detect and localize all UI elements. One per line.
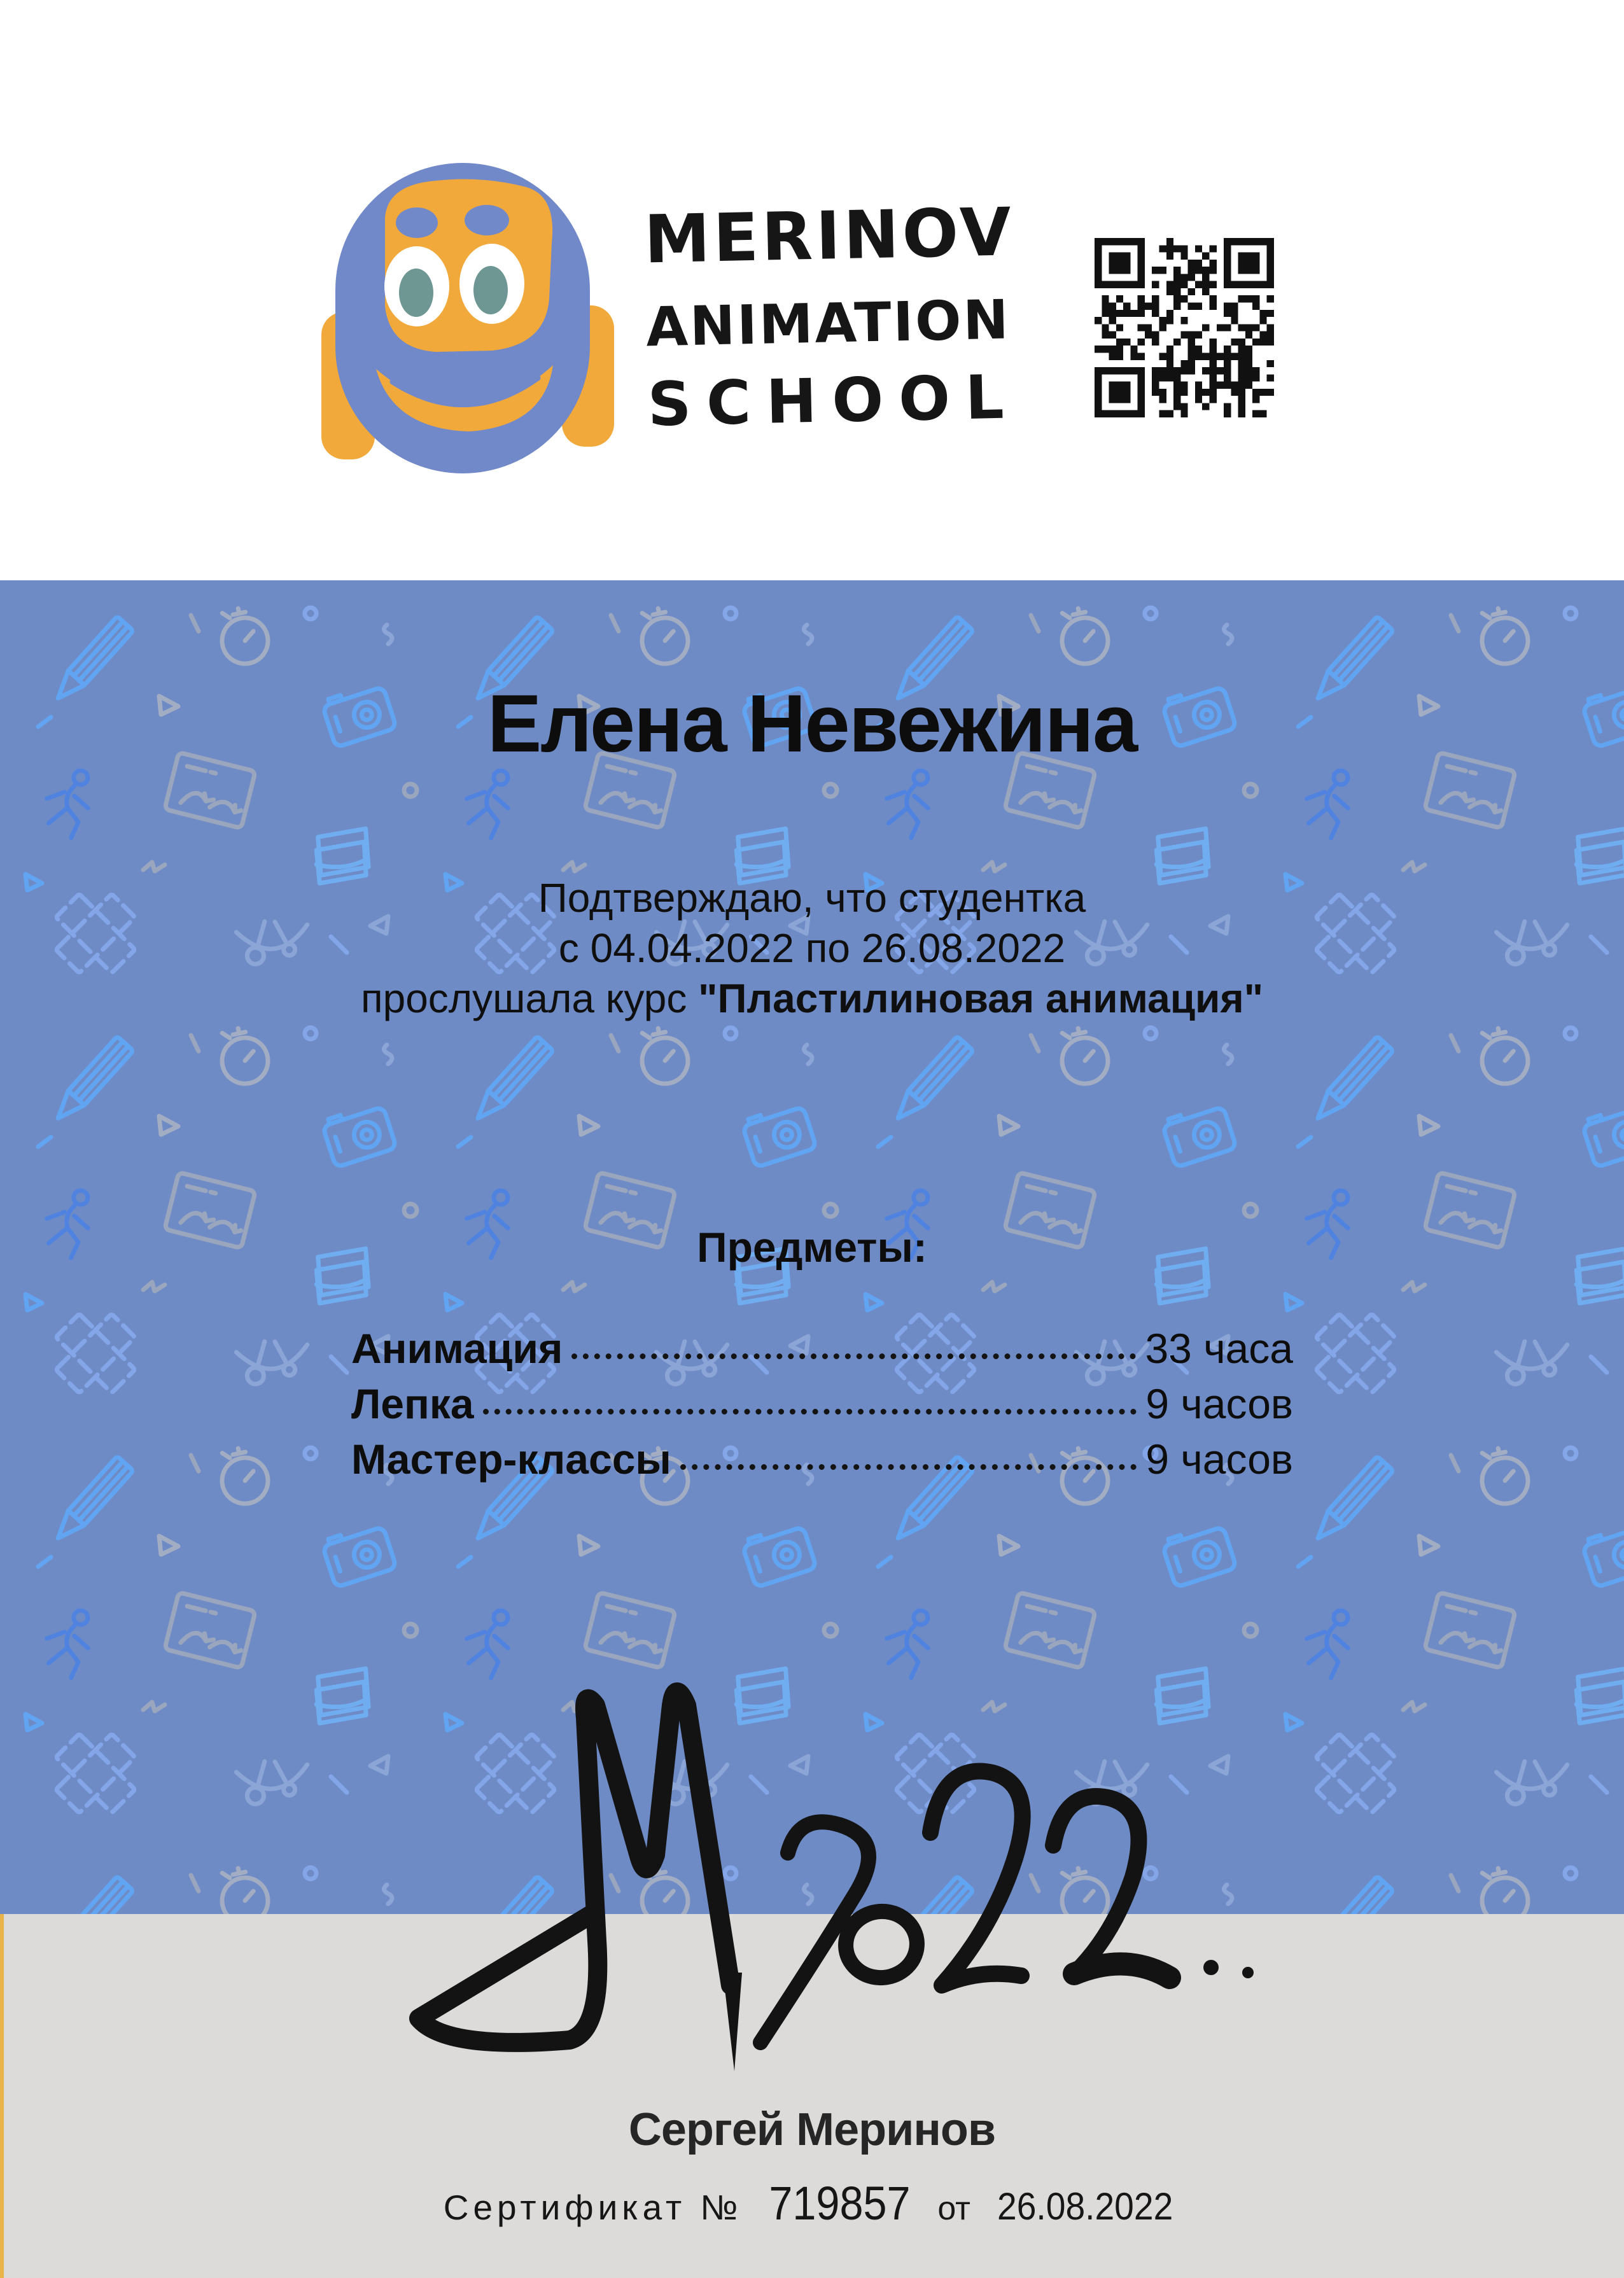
- subjects-list: [351, 1327, 1293, 1493]
- subjects-title: Предметы:: [697, 1224, 927, 1271]
- subject-row: [351, 1436, 1293, 1483]
- certificate-number-line: [0, 2176, 1624, 2230]
- dot-leader: [571, 1353, 1136, 1359]
- subject-hours: 33 часа: [1145, 1325, 1293, 1372]
- certificate-of-word: от: [937, 2190, 970, 2227]
- brand-line: SCHOOL: [647, 362, 1020, 440]
- subject-row: [351, 1380, 1293, 1427]
- school-name: [643, 193, 1042, 440]
- certificate-label: Сертификат №: [443, 2188, 743, 2227]
- qr-code: [1095, 238, 1274, 417]
- subject-name: Анимация: [351, 1325, 563, 1372]
- brand-line: MERINOV: [643, 193, 1016, 279]
- subject-name: Мастер-классы: [351, 1436, 671, 1483]
- confirmation-line-1: Подтверждаю, что студентка: [538, 875, 1086, 921]
- subject-name: Лепка: [351, 1380, 474, 1427]
- course-name: "Пластилиновая анимация": [698, 975, 1264, 1021]
- certificate-number: 719857: [769, 2177, 911, 2230]
- subject-hours: 9 часов: [1145, 1436, 1293, 1483]
- confirmation-text: [0, 873, 1624, 1024]
- subject-hours: 9 часов: [1145, 1380, 1293, 1427]
- confirmation-line-3: [0, 974, 1624, 1024]
- brand-line: ANIMATION: [645, 288, 1011, 360]
- robot-mascot-icon: [321, 159, 614, 477]
- subject-row: [351, 1325, 1293, 1372]
- student-name: Елена Невежина: [487, 678, 1137, 769]
- signer-name: Сергей Меринов: [628, 2104, 996, 2155]
- header: [0, 0, 1624, 580]
- dot-leader: [483, 1409, 1137, 1415]
- signature-handwritten-icon: [382, 1654, 1298, 2163]
- dot-leader: [680, 1464, 1137, 1470]
- course-line-prefix: прослушала курс: [360, 975, 699, 1021]
- confirmation-line-2: с 04.04.2022 по 26.08.2022: [558, 925, 1066, 971]
- certificate-date: 26.08.2022: [997, 2185, 1173, 2228]
